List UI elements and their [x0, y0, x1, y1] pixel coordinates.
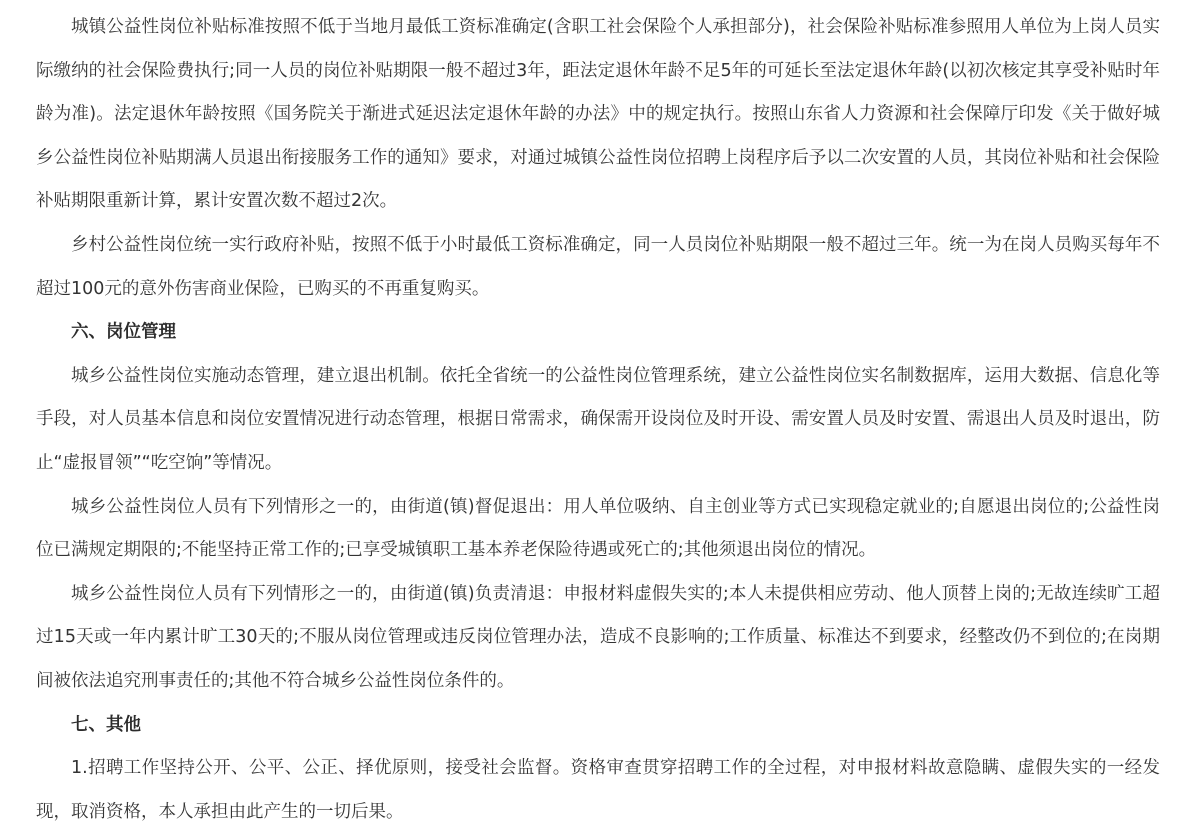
section-heading-other: 七、其他 [71, 714, 141, 735]
paragraph-recruitment-principles: 1.招聘工作坚持公开、公平、公正、择优原则，接受社会监督。资格审查贯穿招聘工作的全过程，对申报材料故意隐瞒、虚假失实的一经发现，取消资格，本人承担由此产生的一切后果。 [36, 758, 1160, 822]
paragraph-subsidy-standard: 城镇公益性岗位补贴标准按照不低于当地月最低工资标准确定(含职工社会保险个人承担部分)，社会保险补贴标准参照用人单位为上岗人员实际缴纳的社会保险费执行;同一人员的岗位补贴期限一般不超过3年，距法定退休年龄不足5年的可延长至法定退休年龄(以初次核定其享受补贴时年龄为准)。法定退休年龄按照《国务院关于渐进式延迟法定退休年龄的办法》中的规定执行。按照山东省人力资源和社会保障厅印发《关于做好城乡公益性岗位补贴期满人员退出衔接服务工作的通知》要求，对通过城镇公益性岗位招聘上岗程序后予以二次安置的人员，其岗位补贴和社会保险补贴期限重新计算，累计安置次数不超过2次。 [36, 17, 1160, 212]
paragraph-dismissal-conditions: 城乡公益性岗位人员有下列情形之一的，由街道(镇)负责清退：申报材料虚假失实的;本人未提供相应劳动、他人顶替上岗的;无故连续旷工超过15天或一年内累计旷工30天的;不服从岗位管理或违反岗位管理办法，造成不良影响的;工作质量、标准达不到要求，经整改仍不到位的;在岗期间被依法追究刑事责任的;其他不符合城乡公益性岗位条件的。 [36, 583, 1160, 691]
paragraph-dynamic-management: 城乡公益性岗位实施动态管理，建立退出机制。依托全省统一的公益性岗位管理系统，建立公益性岗位实名制数据库，运用大数据、信息化等手段，对人员基本信息和岗位安置情况进行动态管理，根据日常需求，确保需开设岗位及时开设、需安置人员及时安置、需退出人员及时退出，防止“虚报冒领”“吃空饷”等情况。 [36, 365, 1160, 473]
paragraph-exit-conditions: 城乡公益性岗位人员有下列情形之一的，由街道(镇)督促退出：用人单位吸纳、自主创业等方式已实现稳定就业的;自愿退出岗位的;公益性岗位已满规定期限的;不能坚持正常工作的;已享受城镇职工基本养老保险待遇或死亡的;其他须退出岗位的情况。 [36, 496, 1160, 561]
section-heading-post-management: 六、岗位管理 [71, 322, 176, 343]
paragraph-rural-subsidy: 乡村公益性岗位统一实行政府补贴，按照不低于小时最低工资标准确定，同一人员岗位补贴期限一般不超过三年。统一为在岗人员购买每年不超过100元的意外伤害商业保险，已购买的不再重复购买。 [36, 234, 1160, 299]
article-body [36, 6, 1160, 834]
